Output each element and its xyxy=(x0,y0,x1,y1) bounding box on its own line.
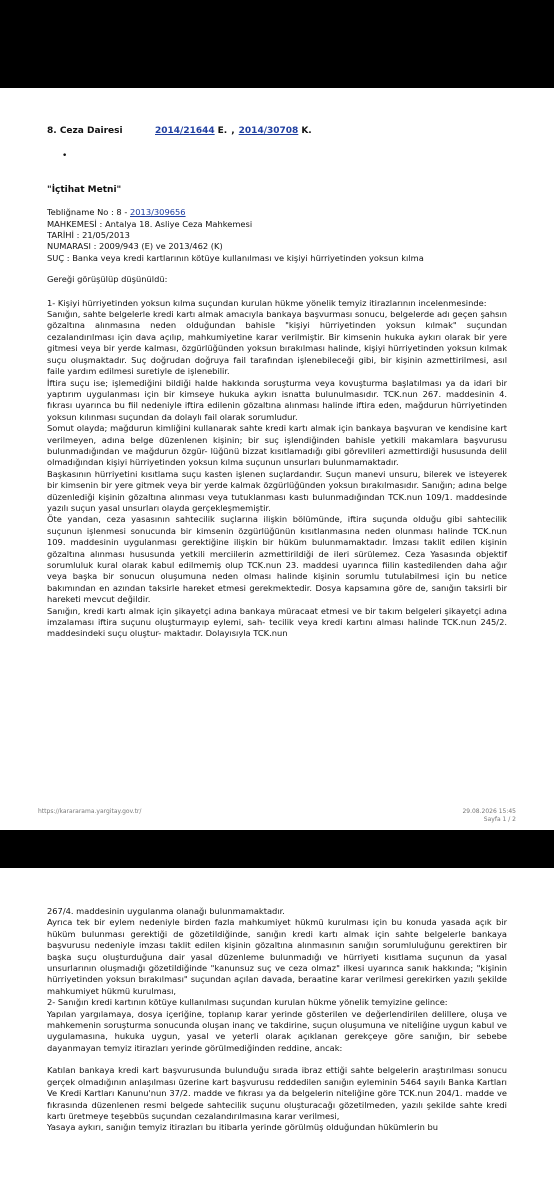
section-title: "İçtihat Metni" xyxy=(47,184,122,195)
number-line: NUMARASI : 2009/943 (E) ve 2013/462 (K) xyxy=(47,241,223,252)
paragraph: Yapılan yargılamaya, dosya içeriğine, toplanıp karar yerinde gösterilen ve değerlendirilen delillere, oluşa ve mahkemenin soruşturma sonucunda oluşan inanç ve takdirine, suçun oluşumuna ve niteliğine uygun kabul ve uygulamasına, hukuka uygun, yasal ve yeterli olarak açıklanan gerekçeye göre sanığın, bir sebebe dayanmayan temyiz itirazları yerinde görülmediğinden reddine, ancak: xyxy=(47,1008,507,1053)
karar-number-link[interactable]: 2014/30708 xyxy=(238,126,299,136)
bullet-icon: • xyxy=(62,151,68,162)
footer-url: https://karararama.yargitay.gov.tr/ xyxy=(38,808,142,815)
paragraph-spacer xyxy=(47,1054,507,1065)
paragraph: Ayrıca tek bir eylem nedeniyle birden fazla mahkumiyet hükmü kurulması için bu konuda yasada açık bir hüküm bulunması gerektiği de gözetildiğinde, sanığın kredi kartı almak için sahte belgelerle bankaya başvurusu nedeniyle imzası taklit edilen kişinin gözaltına alınmasının sanığın sorumluluğunu gerektiren bir başka suçu oluşturduğuna dair yasal düzenleme bulunmadığı ve hürriyeti kısıtlama suçunun da yasal unsurlarının oluşmadığı gözetildiğinde "kanunsuz suç ve ceza olmaz" ilkesi uyarınca sanık hakkında; "kişinin hürriyetinden yoksun bırakılması" suçundan açılan davada, beraatine karar verilmesi gerekirken yazılı şekilde mahkumiyet hükmü kurulması, xyxy=(47,917,507,996)
paragraph: Sanığın, kredi kartı almak için şikayetçi adına bankaya müracaat etmesi ve bir takım belgeleri şikayetçi adına imzalaması iftira suçunu oluşturmayıp eylemi, sah- tecilik veya kredi kartını alması halinde TCK.nun 245/2. maddesindeki suçu oluştur- maktadır. Dolayısıyla TCK.nun xyxy=(47,605,507,639)
esas-number-link[interactable]: 2014/21644 xyxy=(155,126,215,136)
intro-text: Gereği görüşülüp düşünüldü: xyxy=(47,274,168,285)
court-line: MAHKEMESİ : Antalya 18. Asliye Ceza Mahkemesi xyxy=(47,218,253,229)
date-line: TARİHİ : 21/05/2013 xyxy=(47,230,130,241)
paragraph: Sanığın, sahte belgelerle kredi kartı almak amacıyla bankaya başvurması sonucu, belgelerde adı geçen şahsın gözaltına alınmasına neden olduğundan bahisle "kişiyi hürriyetinden yoksun kılmak" suçundan cezalandırılması için dava açılıp, mahkumiyetine karar verilmiştir. Bir kimsenin hukuka aykırı olarak bir yere gitmesi veya bir yerde kalması, özgürlüğünden yoksun bırakılması halinde, kişiyi hürriyetinden yoksun kılmak suçu oluşmaktadır. Suç doğrudan doğruya fail tarafından işlenebileceği gibi, bir kişinin azmettirilmesi, asıl faile yardım edilmesi suretiyle de işlenebilir. xyxy=(47,309,507,377)
case-header xyxy=(47,126,507,137)
paragraph: Katılan bankaya kredi kart başvurusunda bulunduğu sırada ibraz ettiği sahte belgelerin araştırılması sonucu gerçek olmadığının anlaşılması üzerine kart başvurusu reddedilen sanığın eyleminin 5464 sayılı Banka Kartları Ve Kredi Kartları Kanunu'nun 37/2. madde ve fıkrası ya da belgelerin niteliğine göre TCK.nun 204/1. madde ve fıkrasında düzenlenen resmi belgede sahtecilik suçunu oluşturacağı gözetilmeden, yazılı şekilde sahte kredi kartı üretmeye teşebbüs suçundan cezalandırılmasına karar verilmesi, xyxy=(47,1065,507,1121)
paragraph: 2- Sanığın kredi kartının kötüye kullanılması suçundan kurulan hükme yönelik temyizine gelince: xyxy=(47,997,448,1008)
karar-suffix: K. xyxy=(301,126,312,136)
paragraph: 267/4. maddesinin uygulanma olanağı bulunmamaktadır. xyxy=(47,906,285,916)
decision-body-continued xyxy=(47,906,507,1134)
crime-line: SUÇ : Banka veya kredi kartlarının kötüye kullanılması ve kişiyi hürriyetinden yoksun kılma xyxy=(47,252,424,263)
esas-suffix: E. xyxy=(217,126,228,136)
teblig-line xyxy=(47,207,507,218)
footer-page-number: Sayfa 1 / 2 xyxy=(483,815,516,823)
case-metadata xyxy=(47,207,507,264)
footer-date: 29.08.2026 15:45 xyxy=(462,808,516,815)
document-page-1 xyxy=(0,88,554,830)
department-name: 8. Ceza Dairesi xyxy=(47,126,123,136)
paragraph: İftira suçu ise; işlemediğini bildiği halde hakkında soruşturma veya kovuşturma başlatılması ya da idari bir yaptırım uygulanması için bir kimseye hukuka aykırı isnatta bulunulmasıdır. TCK.nun 267. maddesinin 4. fıkrası uyarınca bu fiil nedeniyle iftira edilenin gözaltına alınması halinde iftira eden, mağdurun hürriyetinden yoksun kılınması suçundan da dolaylı fail olarak sorumludur. xyxy=(47,377,507,422)
paragraph: Başkasının hürriyetini kısıtlama suçu kasten işlenen suçlardandır. Suçun manevi unsuru, bilerek ve isteyerek bir kimsenin bir yere gitmek veya bir yerde kalmak özgürlüğünden yoksun bırakılmasıdır. Sanığın; adına belge düzenlediği kişinin gözaltına alınması veya tutuklanması kastı bulunmadığından TCK.nun 109/1. maddesinde yazılı suçun yasal unsurları olayda gerçekleşmemiştir. xyxy=(47,468,507,513)
teblig-link[interactable]: 2013/309656 xyxy=(129,207,186,218)
paragraph: Somut olayda; mağdurun kimliğini kullanarak sahte kredi kartı almak için bankaya başvuran ve kendisine kart verilmeyen, adına belge düzenlenen kişinin; bir suç işlendiğinden bahisle yetkili makamlara başvurusu bulunmadığından ve mağdurun özgür- lüğünü bizzat kısıtlamadığı gibi görevlileri azmettirdiği hususunda delil olmadığından kişiyi hürriyetinden yoksun kılma suçunun unsurları bulunmamaktadır. xyxy=(47,423,507,468)
document-page-2 xyxy=(0,868,554,1200)
decision-body xyxy=(47,298,507,640)
page-content xyxy=(47,126,507,640)
separator: , xyxy=(231,126,235,136)
page-content xyxy=(47,906,507,1134)
paragraph: Öte yandan, ceza yasasının sahtecilik suçlarına ilişkin bölümünde, iftira suçunda olduğu gibi sahtecilik suçunun işlenmesi sonucunda bir kimsenin özgürlüğünün kısıtlanmasına neden olunması halinde TCK.nun 109. maddesinin uygulanması gerektiğine ilişkin bir hüküm bulunmamaktadır. İmzası taklit edilen kişinin gözaltına alınması hususunda yetkili merciilerin azmettirildiği de ileri sürülemez. Ceza Yasasında objektif sorumluluk kural olarak kabul edilmemiş olup TCK.nun 23. maddesi uyarınca fiilin kastedilenden daha ağır veya başka bir sonucun oluşumuna neden olması halinde kişinin sorumlu tutulabilmesi için bu netice bakımından en azından taksirle hareket etmesi gerekmektedir. Dosya kapsamına göre de, sanığın taksirli bir hareketi mevcut değildir. xyxy=(47,514,507,605)
paragraph: Yasaya aykırı, sanığın temyiz itirazları bu itibarla yerinde görülmüş olduğundan hükümlerin bu xyxy=(47,1122,439,1133)
teblig-label: Tebliğname No : 8 - xyxy=(47,207,130,218)
paragraph: 1- Kişiyi hürriyetinden yoksun kılma suçundan kurulan hükme yönelik temyiz itirazlarının incelenmesinde: xyxy=(47,297,487,308)
page-footer xyxy=(38,808,516,823)
footer-right xyxy=(462,808,516,823)
